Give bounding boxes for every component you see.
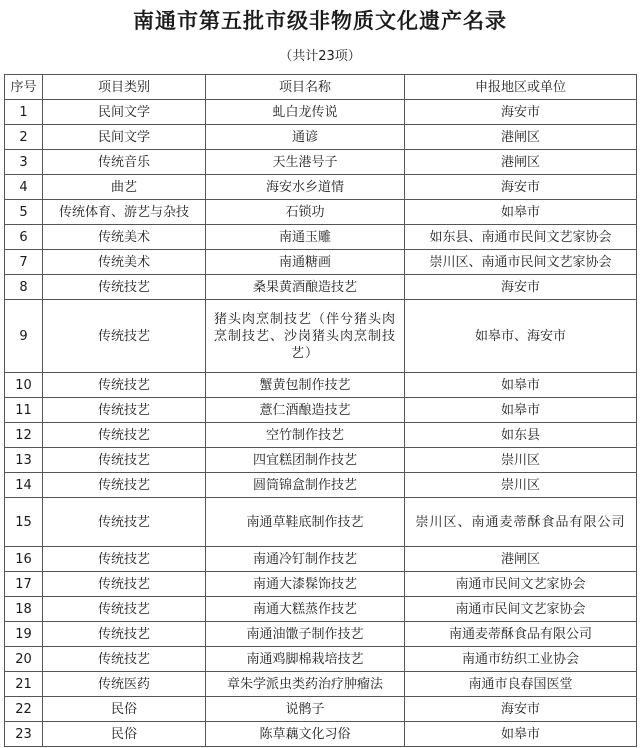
row-number: 23 [5,722,43,747]
table-row [5,300,637,373]
row-area: 南通市民间文艺家协会 [405,597,637,622]
table-row [5,722,637,747]
row-category: 传统技艺 [43,622,206,647]
row-number: 14 [5,473,43,498]
row-project-name: 通谚 [206,125,405,150]
row-area: 南通麦蒂酥食品有限公司 [405,622,637,647]
row-category: 传统美术 [43,225,206,250]
row-category: 传统技艺 [43,597,206,622]
row-area: 南通市良春国医堂 [405,672,637,697]
table-row [5,647,637,672]
row-project-name: 南通草鞋底制作技艺 [206,498,405,547]
row-area: 崇川区、南通麦蒂酥食品有限公司 [405,498,637,547]
row-category: 传统医药 [43,672,206,697]
row-area: 如皋市 [405,373,637,398]
row-number: 2 [5,125,43,150]
row-area: 南通市纺织工业协会 [405,647,637,672]
row-number: 18 [5,597,43,622]
table-header-row [5,75,637,100]
row-area: 如东县 [405,423,637,448]
row-number: 1 [5,100,43,125]
table-row [5,448,637,473]
row-project-name: 桑果黄酒酿造技艺 [206,275,405,300]
table-row [5,150,637,175]
row-category: 传统技艺 [43,572,206,597]
row-category: 传统技艺 [43,423,206,448]
row-number: 6 [5,225,43,250]
row-category: 传统技艺 [43,647,206,672]
row-area: 海安市 [405,697,637,722]
row-category: 传统技艺 [43,373,206,398]
row-number: 4 [5,175,43,200]
row-project-name: 猪头肉烹制技艺（伴兮猪头肉烹制技艺、沙岗猪头肉烹制技艺） [206,300,405,373]
row-project-name: 空竹制作技艺 [206,423,405,448]
row-project-name: 薏仁酒酿造技艺 [206,398,405,423]
row-category: 传统体育、游艺与杂技 [43,200,206,225]
row-area: 海安市 [405,175,637,200]
row-area: 海安市 [405,100,637,125]
row-project-name: 虬白龙传说 [206,100,405,125]
table-row [5,200,637,225]
row-category: 民俗 [43,722,206,747]
page-subtitle: （共计23项） [279,49,361,64]
row-project-name: 南通玉雕 [206,225,405,250]
row-project-name: 南通大糕蒸作技艺 [206,597,405,622]
table-row [5,597,637,622]
table-row [5,498,637,547]
row-area: 如皋市 [405,398,637,423]
row-area: 崇川区 [405,473,637,498]
row-category: 传统音乐 [43,150,206,175]
row-number: 3 [5,150,43,175]
row-number: 20 [5,647,43,672]
row-area: 港闸区 [405,150,637,175]
row-number: 8 [5,275,43,300]
header-category: 项目类别 [43,75,206,100]
row-project-name: 南通糖画 [206,250,405,275]
table-row [5,547,637,572]
row-project-name: 说鹘子 [206,697,405,722]
row-category: 民间文学 [43,125,206,150]
row-project-name: 圆筒锦盒制作技艺 [206,473,405,498]
row-category: 传统技艺 [43,300,206,373]
row-area: 港闸区 [405,547,637,572]
table-row [5,275,637,300]
row-area: 崇川区 [405,448,637,473]
row-area: 崇川区、南通市民间文艺家协会 [405,250,637,275]
row-number: 19 [5,622,43,647]
row-category: 传统技艺 [43,473,206,498]
row-category: 传统技艺 [43,547,206,572]
table-row [5,697,637,722]
row-project-name: 章朱学派虫类药治疗肿瘤法 [206,672,405,697]
row-category: 传统技艺 [43,398,206,423]
row-project-name: 陈草藕文化习俗 [206,722,405,747]
row-area: 海安市 [405,275,637,300]
row-area: 南通市民间文艺家协会 [405,572,637,597]
table-row [5,572,637,597]
page-title: 南通市第五批市级非物质文化遗产名录 [133,8,507,33]
row-category: 传统技艺 [43,275,206,300]
table-row [5,473,637,498]
table-row [5,225,637,250]
table-row [5,672,637,697]
row-number: 7 [5,250,43,275]
row-project-name: 石锁功 [206,200,405,225]
table-row [5,100,637,125]
row-category: 曲艺 [43,175,206,200]
row-project-name: 南通油馓子制作技艺 [206,622,405,647]
row-area: 如东县、南通市民间文艺家协会 [405,225,637,250]
header-area: 申报地区或单位 [405,75,637,100]
table-row [5,622,637,647]
table-row [5,398,637,423]
row-number: 16 [5,547,43,572]
table-row [5,175,637,200]
row-project-name: 天生港号子 [206,150,405,175]
row-area: 如皋市 [405,722,637,747]
header-number: 序号 [5,75,43,100]
row-number: 21 [5,672,43,697]
row-number: 15 [5,498,43,547]
row-category: 传统技艺 [43,448,206,473]
row-number: 5 [5,200,43,225]
row-area: 如皋市、海安市 [405,300,637,373]
row-category: 传统技艺 [43,498,206,547]
row-number: 11 [5,398,43,423]
row-project-name: 南通冷钉制作技艺 [206,547,405,572]
row-category: 民俗 [43,697,206,722]
table-row [5,125,637,150]
heritage-list-table [4,74,637,747]
row-category: 民间文学 [43,100,206,125]
row-project-name: 南通大漆髹饰技艺 [206,572,405,597]
row-project-name: 海安水乡道情 [206,175,405,200]
row-number: 10 [5,373,43,398]
row-project-name: 四宜糕团制作技艺 [206,448,405,473]
row-area: 如皋市 [405,200,637,225]
row-area: 港闸区 [405,125,637,150]
table-row [5,373,637,398]
table-row [5,423,637,448]
row-project-name: 南通鸡脚棉栽培技艺 [206,647,405,672]
table-row [5,250,637,275]
row-number: 9 [5,300,43,373]
row-number: 17 [5,572,43,597]
row-number: 12 [5,423,43,448]
row-category: 传统美术 [43,250,206,275]
row-number: 22 [5,697,43,722]
row-number: 13 [5,448,43,473]
row-project-name: 蟹黄包制作技艺 [206,373,405,398]
header-project-name: 项目名称 [206,75,405,100]
